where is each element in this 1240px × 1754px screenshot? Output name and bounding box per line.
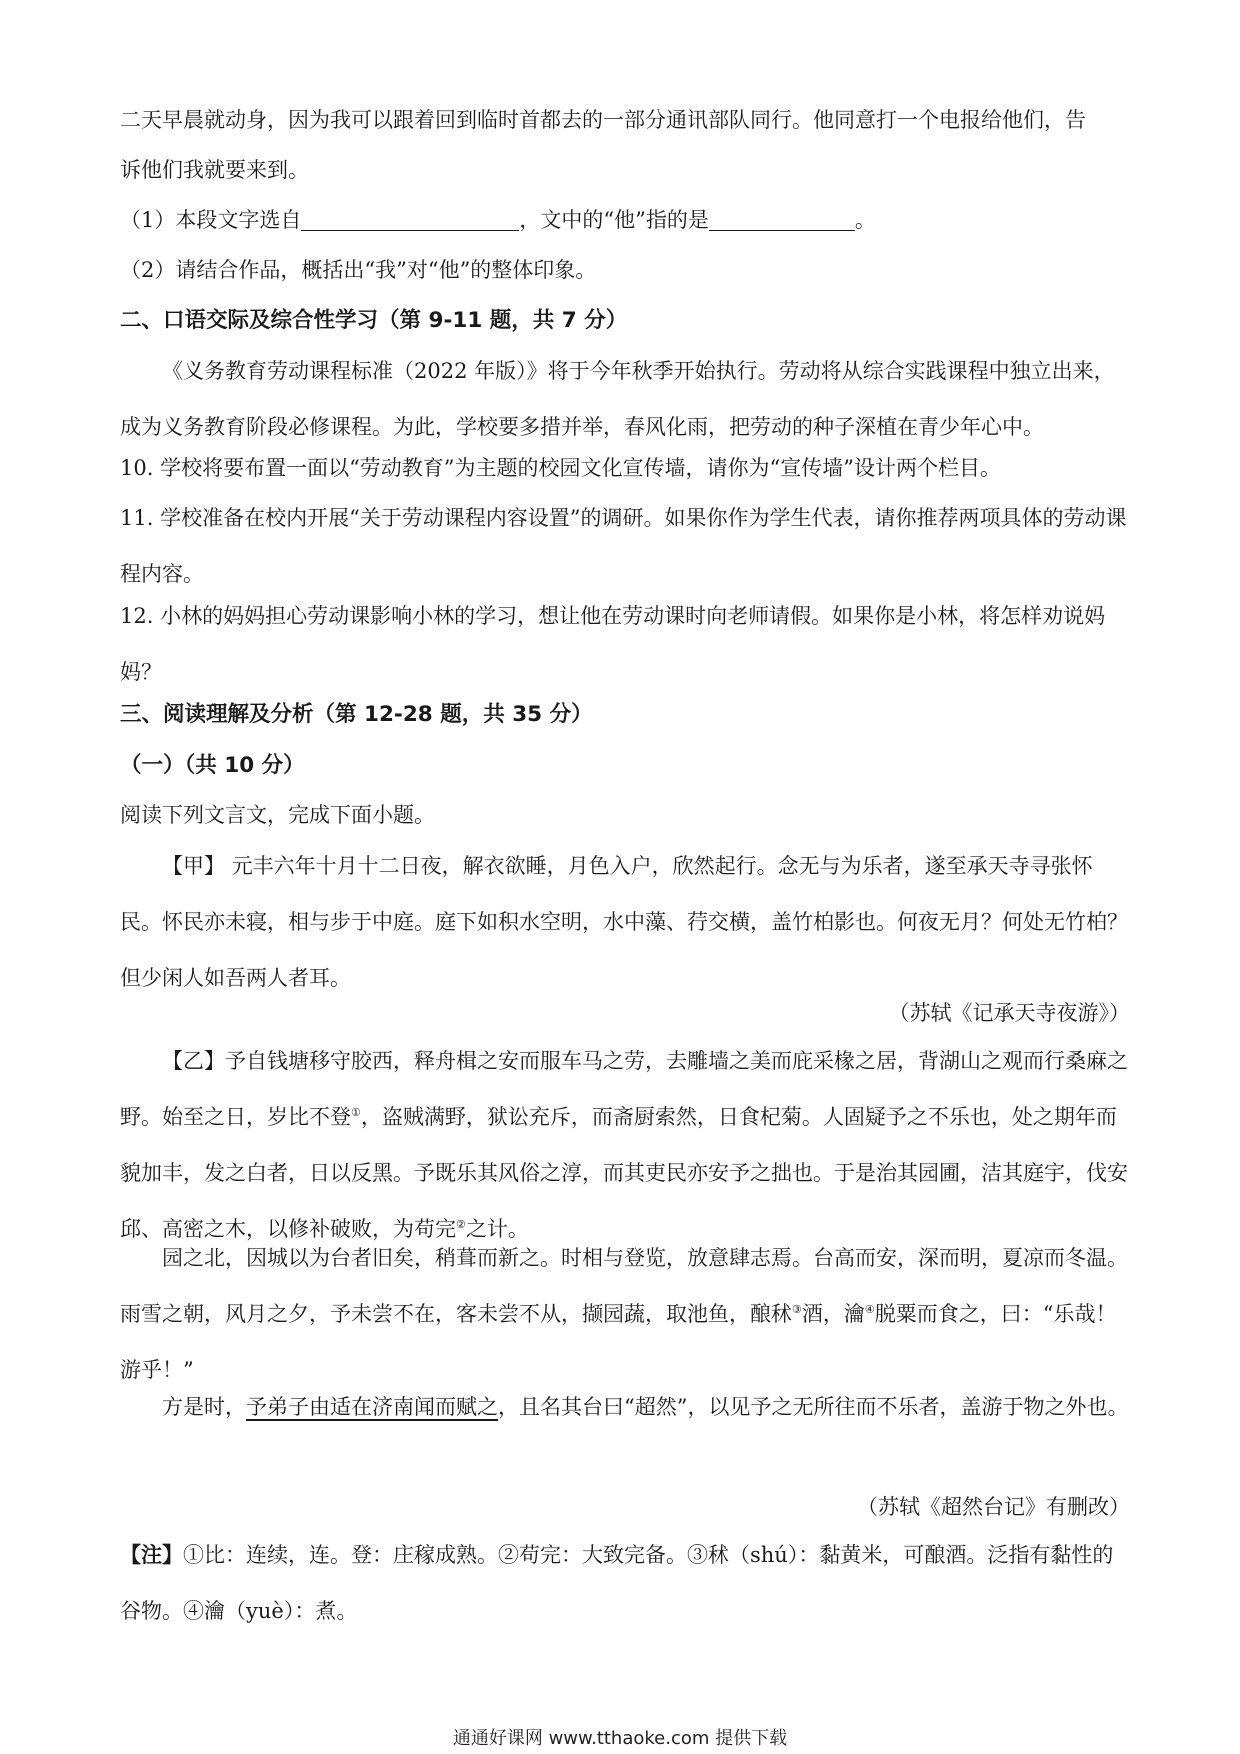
passage-yi-text: 方是时，: [162, 1395, 246, 1419]
footnote-marker-1: ①: [351, 1106, 361, 1119]
passage-jia-label: 【甲】: [162, 854, 225, 878]
continued-passage-line-2: 诉他们我就要来到。: [120, 158, 309, 182]
passage-yi-text: 之计。: [465, 1217, 529, 1241]
passage-yi-text: ，且名其台曰“超然”，以见予之无所往而不乐者，盖游于物之外也。: [498, 1395, 1129, 1419]
passage-yi-paragraph-2: [120, 1230, 1130, 1398]
passage-yi-paragraph-3: [120, 1379, 1130, 1435]
notes-text: ①比：连续，连。登：庄稼成熟。②苟完：大致完备。③秫（shú）：黏黄米，可酿酒。泛指有黏性的谷物。④瀹（yuè）：煮。: [120, 1543, 1114, 1623]
subsection-1-heading: （一）（共 10 分）: [120, 753, 305, 778]
underlined-sentence: 予弟子由适在济南闻而赋之: [246, 1395, 498, 1419]
passage-jia-text: 元丰六年十月十二日夜，解衣欲睡，月色入户，欣然起行。念无与为乐者，遂至承天寺寻张怀民。怀民亦未寝，相与步于中庭。庭下如积水空明，水中藻、荇交横，盖竹柏影也。何夜无月？何处无竹柏？但少闲人如吾两人者耳。: [120, 854, 1128, 990]
question-1-middle: ，文中的“他”指的是: [519, 208, 709, 232]
notes-label: 【注】: [120, 1542, 183, 1567]
passage-yi-text: 予自钱塘移守胶西，释舟楫之安而服车马之劳，去雕墙之美而庇采椽之居，背湖山之观而行桑麻之野。始至之日，岁比不登: [120, 1049, 1128, 1129]
continued-passage-line-1: 二天早晨就动身，因为我可以跟着回到临时首都去的一部分通讯部队同行。他同意打一个电报给他们，告: [120, 108, 1086, 132]
passage-jia: [120, 838, 1130, 1006]
passage-yi-text: 园之北，因城以为台者旧矣，稍葺而新之。时相与登览，放意肆志焉。台高而安，深而明，夏凉而冬温。雨雪之朝，风月之夕，予未尝不在，客未尝不从，撷园蔬，取池鱼，酿秫: [120, 1246, 1128, 1326]
footnote-marker-2: ②: [456, 1218, 466, 1231]
passage-yi-source: （苏轼《超然台记》有删改）: [857, 1495, 1130, 1519]
question-1-suffix: 。: [854, 208, 876, 232]
section-3-heading: 三、阅读理解及分析（第 12-28 题，共 35 分）: [120, 702, 593, 727]
passage-yi-label: 【乙】: [162, 1049, 225, 1073]
footnote-marker-4: ④: [864, 1303, 875, 1316]
passage-yi-text: ，盗贼满野，狱讼充斥，而斋厨索然，日食杞菊。人固疑予之不乐也，处之期年而貌加丰，发之白者，日以反黑。予既乐其风俗之淳，而其吏民亦安予之拙也。于是治其园圃，洁其庭宇，伐安邱、高密之木，以修补破败，为苟完: [120, 1105, 1128, 1241]
question-2: （2）请结合作品，概括出“我”对“他”的整体印象。: [120, 258, 597, 282]
question-11: 11. 学校准备在校内开展“关于劳动课程内容设置”的调研。如果你作为学生代表，请你推荐两项具体的劳动课程内容。: [120, 506, 1127, 586]
footnote-marker-3: ③: [792, 1303, 802, 1316]
reading-instruction: 阅读下列文言文，完成下面小题。: [120, 803, 435, 827]
question-1: [120, 192, 1130, 248]
section-2-heading: 二、口语交际及综合性学习（第 9-11 题，共 7 分）: [120, 308, 628, 333]
passage-jia-source: （苏轼《记承天寺夜游》）: [888, 1001, 1130, 1025]
section-2-intro: 《义务教育劳动课程标准（2022 年版）》将于今年秋季开始执行。劳动将从综合实践课程中独立出来，成为义务教育阶段必修课程。为此，学校要多措并举，春风化雨，把劳动的种子深植在青少年心中。: [120, 359, 1115, 439]
question-12: 12. 小林的妈妈担心劳动课影响小林的学习，想让他在劳动课时向老师请假。如果你是小林，将怎样劝说妈妈？: [120, 604, 1106, 684]
passage-yi-text: 酒，瀹: [801, 1302, 865, 1326]
passage-yi-paragraph-1: [120, 1033, 1130, 1257]
question-10: 10. 学校将要布置一面以“劳动教育”为主题的校园文化宣传墙，请你为“宣传墙”设计两个栏目。: [120, 456, 1002, 480]
answer-blank-he[interactable]: [709, 208, 855, 231]
annotation-notes: [120, 1527, 1130, 1639]
passage-yi-text: 脱粟而食之，曰：“乐哉！游乎！”: [120, 1302, 1117, 1382]
question-1-prefix: （1）本段文字选自: [120, 208, 302, 232]
answer-blank-source[interactable]: [301, 208, 519, 231]
page-footer: 通通好课网 www.tthaoke.com 提供下载: [452, 1728, 788, 1749]
